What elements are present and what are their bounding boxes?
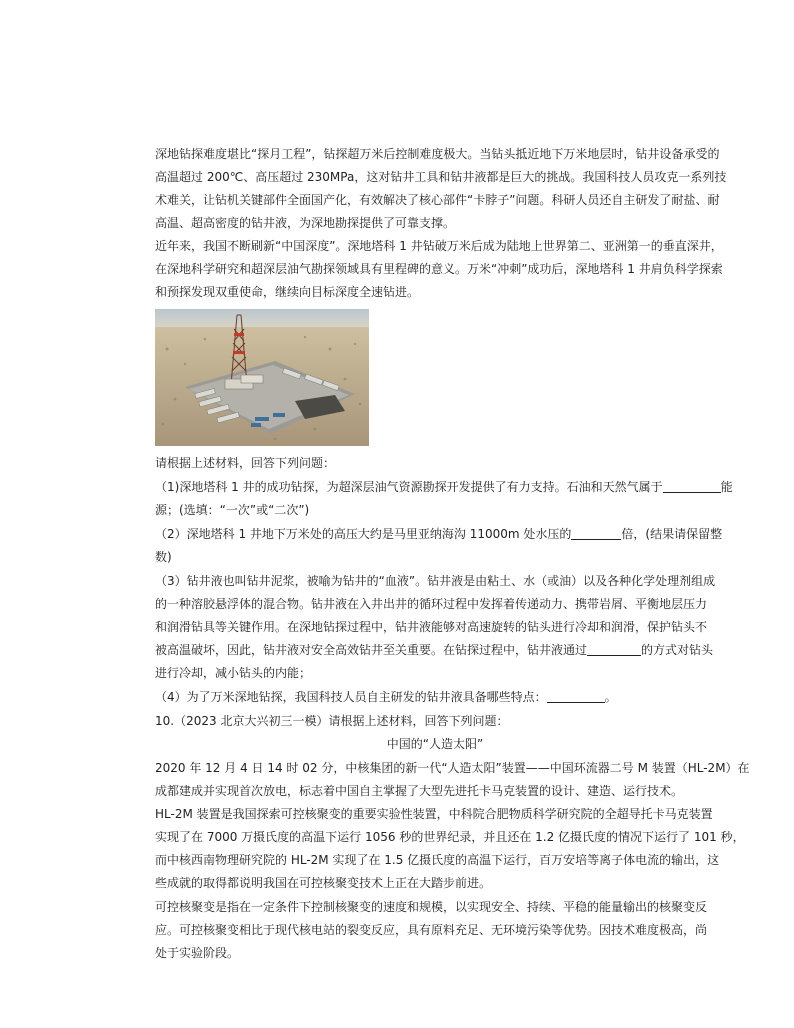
question-3-text: 被高温破坏，因此，钻井液对安全高效钻井至关重要。在钻探过程中，钻井液通过	[155, 643, 588, 657]
answer-blank[interactable]	[587, 641, 641, 656]
questions-intro: 请根据上述材料，回答下列问题：	[155, 456, 336, 470]
passage-line: 术难关，让钻机关键部件全面国产化，有效解决了核心部件“卡脖子”问题。科研人员还自主研发了耐盐、耐	[155, 193, 720, 207]
question-1-line2: 源；(选填：“一次”或“二次”)	[155, 503, 310, 517]
question-3-line: （3）钻井液也叫钻井泥浆，被喻为钻井的“血液”。钻井液是由粘土、水（或油）以及各种化学处理剂组成	[155, 574, 716, 588]
question-1-text: （1)深地塔科 1 井的成功钻探，为超深层油气资源勘探开发提供了有力支持。石油和天然气属于	[155, 480, 663, 494]
question-3-line	[155, 639, 715, 661]
question-3-line: 和润滑钻具等关键作用。在深地钻探过程中，钻井液能够对高速旋转的钻头进行冷却和润滑，保护钻头不	[155, 620, 708, 634]
question-3-line5: 进行冷却，减小钻头的内能；	[155, 666, 312, 680]
item-10-line: 处于实验阶段。	[155, 946, 240, 960]
item-10-line: 可控核聚变是指在一定条件下控制核聚变的速度和规模，以实现安全、持续、平稳的能量输出的核聚变反	[155, 900, 708, 914]
answer-blank[interactable]	[571, 525, 621, 540]
question-2-text-after: 倍，(结果请保留整	[621, 527, 723, 541]
item-10-line: 而中核西南物理研究院的 HL-2M 实现了在 1.5 亿摄氏度的高温下运行，百万安培等离子体电流的输出，这	[155, 853, 720, 867]
question-1-text-after: 能	[720, 480, 733, 494]
question-2-text: （2）深地塔科 1 井地下万米处的高压大约是马里亚纳海沟 11000m 处水压的	[155, 527, 572, 541]
passage-line: 在深地科学研究和超深层油气勘探领域具有里程碑的意义。万米“冲刺”成功后，深地塔科 1 井肩负科学探索	[155, 262, 723, 276]
question-2-line2: 数)	[155, 550, 172, 564]
question-4-text-after: 。	[604, 690, 617, 704]
item-10-line: 实现了在 7000 万摄氏度的高温下运行 1056 秒的世界纪录，并且还在 1.2 亿摄氏度的情况下运行了 101 秒，	[155, 830, 745, 844]
item-10-line: 成都建成并实现首次放电，标志着中国自主掌握了大型先进托卡马克装置的设计、建造、运行技术。	[155, 784, 684, 798]
passage-line: 和预探发现双重使命，继续向目标深度全速钻进。	[155, 285, 420, 299]
passage-line: 高温、超高密度的钻井液，为深地勘探提供了可靠支撑。	[155, 216, 456, 230]
question-3-line: 的一种溶胶悬浮体的混合物。钻井液在入井出井的循环过程中发挥着传递动力、携带岩屑、平衡地层压力	[155, 597, 708, 611]
question-4	[155, 686, 715, 708]
question-4-text: （4）为了万米深地钻探，我国科技人员自主研发的钻井液具备哪些特点：	[155, 690, 547, 704]
passage-line: 深地钻探难度堪比“探月工程”，钻探超万米后控制难度极大。当钻头抵近地下万米地层时，钻井设备承受的	[155, 147, 720, 161]
question-1	[155, 476, 733, 498]
question-3-text-after: 的方式对钻头	[641, 643, 714, 657]
answer-blank[interactable]	[663, 478, 721, 493]
passage-line: 高温超过 200℃、高压超过 230MPa，这对钻井工具和钻井液都是巨大的挑战。我国科技人员攻克一系列技	[155, 170, 727, 184]
item-10-heading: 10.（2023 北京大兴初三一模）请根据上述材料，回答下列问题：	[155, 714, 509, 728]
passage-line: 近年来，我国不断刷新“中国深度”。深地塔科 1 井钻破万米后成为陆地上世界第二、亚洲第一的垂直深井，	[155, 239, 723, 253]
item-10-line: HL-2M 装置是我国探索可控核聚变的重要实验性装置，中科院合肥物质科学研究院的全超导托卡马克装置	[155, 807, 713, 821]
answer-blank[interactable]	[547, 688, 605, 703]
item-10-line: 2020 年 12 月 4 日 14 时 02 分，中核集团的新一代“人造太阳”装置——中国环流器二号 M 装置（HL-2M）在	[155, 761, 750, 775]
question-2	[155, 523, 723, 545]
item-10-title: 中国的“人造太阳”	[386, 737, 484, 751]
item-10-line: 些成就的取得都说明我国在可控核聚变技术上正在大踏步前进。	[155, 876, 492, 890]
item-10-line: 应。可控核聚变相比于现代核电站的裂变反应，具有原料充足、无环境污染等优势。因技术难度极高，尚	[155, 923, 708, 937]
drilling-rig-photo	[155, 309, 369, 446]
